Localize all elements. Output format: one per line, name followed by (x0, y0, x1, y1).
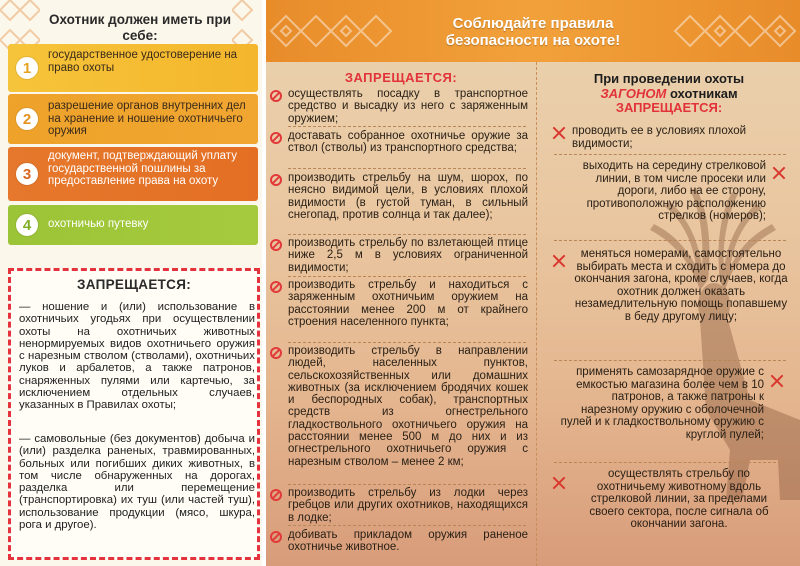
right-title-line: При проведении охоты (593, 71, 745, 86)
dashed-separator (288, 342, 526, 343)
list-item: применять самозарядное оружие с емкостью магазина более чем в 10 патронов, а также патроны к нарезному оружию с оболочечной пулей и к гладкоствольному оружию с круглой пулей; (560, 366, 764, 441)
requirement-item-1 (8, 44, 258, 92)
list-item: добивать прикладом оружия раненое охотничье животное. (288, 529, 528, 554)
prohibit-title: ЗАПРЕЩАЕТСЯ: (76, 277, 192, 292)
dashed-separator (288, 484, 526, 485)
prohibited-icon (270, 531, 282, 543)
cross-icon (772, 166, 786, 180)
requirement-text: документ, подтверждающий уплату государственной пошлины за предоставление права на охоту (48, 150, 237, 187)
dashed-separator (554, 154, 786, 155)
cross-icon (552, 254, 566, 268)
list-item: проводить ее в условиях плохой видимости; (572, 125, 747, 150)
dashed-separator (288, 234, 526, 235)
requirement-text: государственное удостоверение на право охоты (48, 49, 238, 74)
right-title-line: ЗАПРЕЩАЕТСЯ: (615, 100, 723, 115)
cross-icon (552, 476, 566, 490)
cross-icon (552, 126, 566, 140)
prohibited-icon (270, 347, 282, 359)
number-badge: 1 (16, 57, 38, 79)
prohibit-box (8, 268, 260, 560)
dashed-separator (288, 276, 526, 277)
right-title-rest: охотникам (666, 85, 738, 101)
list-item: осуществлять посадку в транспортное средство и высадку из него с заряженным оружием; (288, 88, 528, 125)
dashed-separator (554, 462, 786, 463)
requirement-text: охотничью путевку (48, 218, 149, 230)
number-badge: 4 (16, 214, 38, 236)
list-item: производить стрельбу в направлении людей, населенных пунктов, сельскохозяйственных или домашних животных (за исключением бродячих кошек и беспородных собак), транспортных средств из огнестрельного гладкоствольного охотничьего оружия на расстоянии менее 500 м до них и из огнестрельного охотничьего оружия с нарезным стволом – менее 2 км; (288, 345, 528, 468)
dashed-separator (554, 240, 786, 241)
requirement-item-2 (8, 94, 258, 144)
prohibited-icon (270, 239, 282, 251)
prohibited-icon (270, 489, 282, 501)
list-item: выходить на середину стрелковой линии, в том числе просеки или дороги, либо на ее сторону, противоположную расположению стрелков (номеров); (582, 160, 766, 222)
list-item: меняться номерами, самостоятельно выбирать места и сходить с номера до окончания загона, кроме случаев, когда охотник должен оказать незамедлительную помощь попавшему в беду другому лицу; (574, 248, 788, 323)
drive-hunt-column (538, 62, 800, 566)
left-panel (0, 0, 262, 566)
requirement-text: разрешение органов внутренних дел на хранение и ношение охотничьего оружия (48, 100, 246, 137)
header-title-line: Соблюдайте правила (452, 15, 614, 32)
list-item: производить стрельбу из лодки через гребцов или других охотников, находящихся в лодке; (288, 487, 528, 524)
list-item: доставать собранное охотничье оружие за ствол (стволы) из транспортного средства; (288, 130, 528, 155)
header-banner (266, 0, 800, 62)
number-badge: 3 (16, 163, 38, 185)
prohibited-column (266, 62, 536, 566)
number-badge: 2 (16, 108, 38, 130)
prohibited-icon (270, 281, 282, 293)
left-title: Охотник должен иметь при себе: (49, 12, 231, 43)
column-divider (536, 62, 537, 566)
right-panel (266, 0, 800, 566)
requirement-item-4 (8, 205, 258, 245)
list-item: производить стрельбу по взлетающей птице ниже 2,5 м в условиях ограниченной видимости; (288, 237, 528, 274)
prohibit-paragraph: — ношение и (или) использование в охотничьих угодьях при осуществлении охоты на охотничьих животных ненормируемых видов охотничьего оружия с нарезным стволом (стволами), охотничьих луков и арбалетов, а также патронов, снаряженных пулями или картечью, за исключением отдельных случаев, указанных в Правилах охоты; (19, 301, 255, 412)
dashed-separator (288, 525, 526, 526)
dashed-separator (288, 168, 526, 169)
prohibit-paragraph: — самовольные (без документов) добыча и (или) разделка раненых, травмированных, больных или погибших диких животных, в том числе обнаруженных на дорогах, разделка или перемещение (транспортировка) их туш (или частей туш), использование продукции (мясо, шкура, рога и другое). (19, 433, 255, 532)
middle-title: ЗАПРЕЩАЕТСЯ: (344, 70, 458, 85)
prohibited-icon (270, 90, 282, 102)
prohibited-icon (270, 174, 282, 186)
prohibited-icon (270, 132, 282, 144)
dashed-separator (288, 126, 526, 127)
list-item: производить стрельбу на шум, шорох, по неясно видимой цели, в условиях плохой видимости (в густой туман, в сильный снегопад, против солнца и так далее); (288, 172, 528, 221)
cross-icon (770, 374, 784, 388)
list-item: производить стрельбу и находиться с заряженным охотничьим оружием на расстоянии менее 200 м от крайнего строения населенного пункта; (288, 279, 528, 328)
header-title-line: безопасности на охоте! (445, 32, 621, 49)
dashed-separator (554, 360, 786, 361)
right-title-highlight: ЗАГОНОМ (600, 85, 667, 101)
requirement-item-3 (8, 147, 258, 201)
right-title-line (538, 87, 800, 102)
header-title (266, 15, 800, 49)
list-item: осуществлять стрельбу по охотничьему животному вдоль стрелковой линии, за пределами своего сектора, после сигнала об окончании загона. (589, 468, 769, 530)
right-title (538, 72, 800, 116)
